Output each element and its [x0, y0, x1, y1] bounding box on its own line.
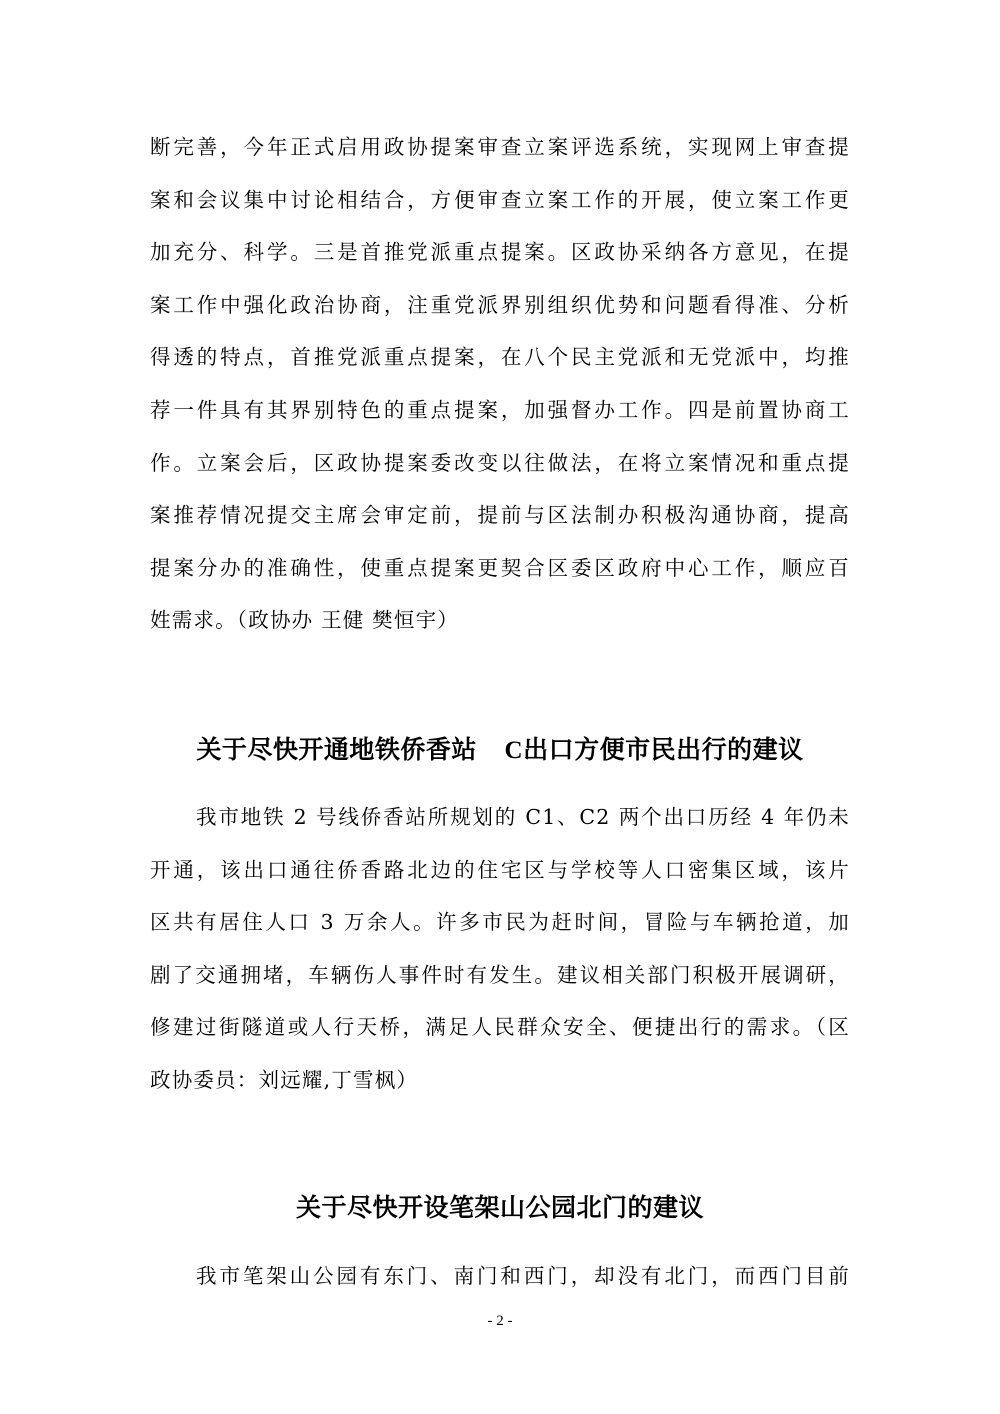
text-line: 加充分、科学。三是首推党派重点提案。区政协采纳各方意见，在提 [150, 240, 850, 265]
paragraph-proposal-work [150, 121, 850, 647]
text-line [150, 1250, 850, 1303]
heading-park-gate-proposal [150, 1190, 850, 1226]
paragraph-park-gate [150, 1250, 850, 1303]
text-line: 案工作中强化政治协商，注重党派界别组织优势和问题看得准、分析 [150, 292, 850, 317]
heading-text: 关于尽快开通地铁侨香站 [196, 735, 477, 764]
text-line-content: 我市地铁 2 号线侨香站所规划的 C1、C2 两个出口历经 4 年仍未 [196, 805, 850, 829]
page-number: - 2 - [487, 1313, 513, 1329]
text-line: 断完善，今年正式启用政协提案审查立案评选系统，实现网上审查提 [150, 135, 850, 159]
paragraph-metro-exit [150, 791, 850, 1107]
heading-metro-exit-proposal [150, 732, 850, 769]
text-line: 荐一件具有其界别特色的重点提案，加强督办工作。四是前置协商工 [150, 397, 850, 422]
text-line-content: 我市笔架山公园有东门、南门和西门，却没有北门，而西门目前 [196, 1264, 850, 1288]
text-line: 姓需求。（政协办 王健 樊恒宇） [150, 608, 459, 633]
text-line: 案和会议集中讨论相结合，方便审查立案工作的开展，使立案工作更 [150, 187, 850, 212]
text-line: 区共有居住人口 3 万余人。许多市民为赶时间，冒险与车辆抢道，加 [150, 910, 850, 935]
text-line: 开通，该出口通往侨香路北边的住宅区与学校等人口密集区域，该片 [150, 857, 850, 882]
heading-text: 关于尽快开设笔架山公园北门的建议 [295, 1193, 704, 1222]
text-line: 剧了交通拥堵，车辆伤人事件时有发生。建议相关部门积极开展调研， [150, 962, 850, 987]
text-line: 作。立案会后，区政协提案委改变以往做法，在将立案情况和重点提 [150, 450, 850, 475]
text-line: 政协委员：刘远耀,丁雪枫） [150, 1067, 419, 1092]
text-line: 案推荐情况提交主席会审定前，提前与区法制办积极沟通协商，提高 [150, 503, 850, 528]
heading-text: C [504, 737, 524, 764]
heading-text: 出口方便市民出行的建议 [523, 735, 804, 764]
text-line: 提案分办的准确性，使重点提案更契合区委区政府中心工作，顺应百 [150, 555, 850, 580]
text-line: 修建过街隧道或人行天桥，满足人民群众安全、便捷出行的需求。（区 [150, 1015, 850, 1040]
text-line: 得透的特点，首推党派重点提案，在八个民主党派和无党派中，均推 [150, 345, 850, 370]
text-line [150, 791, 850, 844]
